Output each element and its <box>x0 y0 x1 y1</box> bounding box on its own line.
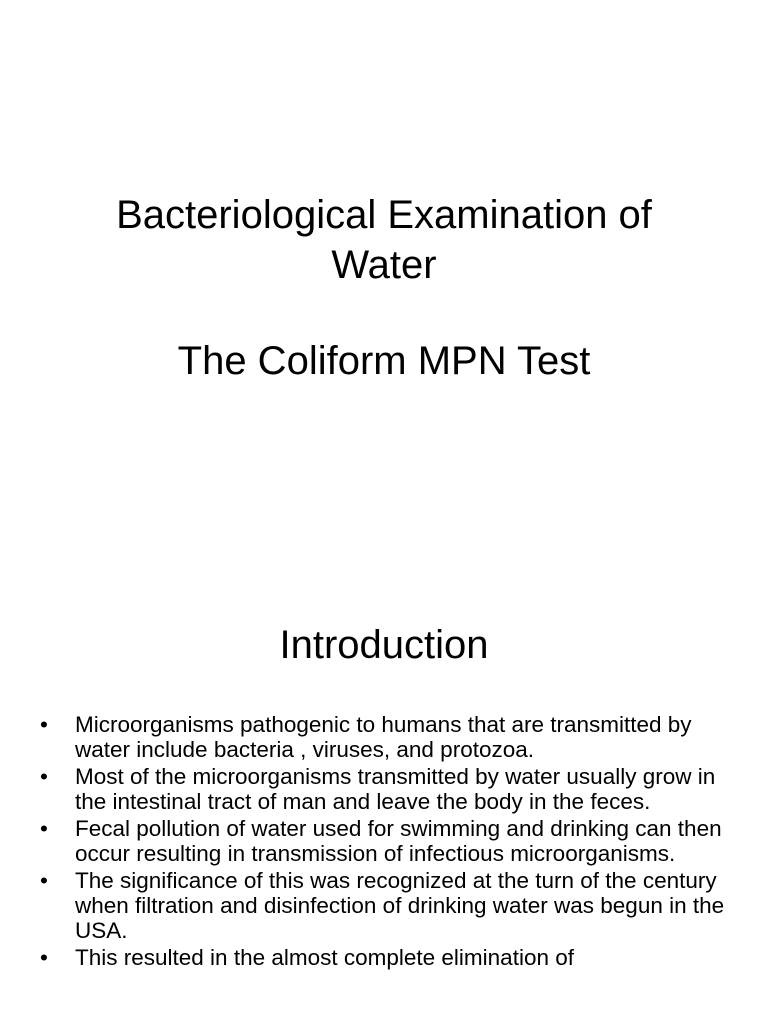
section-title: Introduction <box>279 623 489 667</box>
bullet-item <box>40 868 740 943</box>
bullet-text: Microorganisms pathogenic to humans that are transmitted by water include bacteria , viruses, and protozoa. <box>75 712 692 762</box>
bullet-item <box>40 764 740 814</box>
bullet-icon: • <box>40 764 48 789</box>
bullet-item <box>40 945 740 970</box>
introduction-slide <box>0 576 768 1024</box>
bullet-icon: • <box>40 868 48 893</box>
slide-subtitle: The Coliform MPN Test <box>177 339 591 383</box>
bullet-list <box>40 712 740 972</box>
bullet-text: The significance of this was recognized at the turn of the century when filtration and disinfection of drinking water was begun in the USA. <box>75 868 725 943</box>
bullet-icon: • <box>40 816 48 841</box>
bullet-text: This resulted in the almost complete elimination of <box>75 945 574 970</box>
bullet-item <box>40 816 740 866</box>
slide-title: Bacteriological Examination of Water <box>116 193 652 287</box>
bullet-text: Fecal pollution of water used for swimming and drinking can then occur resulting in transmission of infectious microorganisms. <box>75 816 722 866</box>
bullet-icon: • <box>40 712 48 737</box>
bullet-text: Most of the microorganisms transmitted by water usually grow in the intestinal tract of man and leave the body in the feces. <box>75 764 716 814</box>
bullet-item <box>40 712 740 762</box>
bullet-icon: • <box>40 945 48 970</box>
